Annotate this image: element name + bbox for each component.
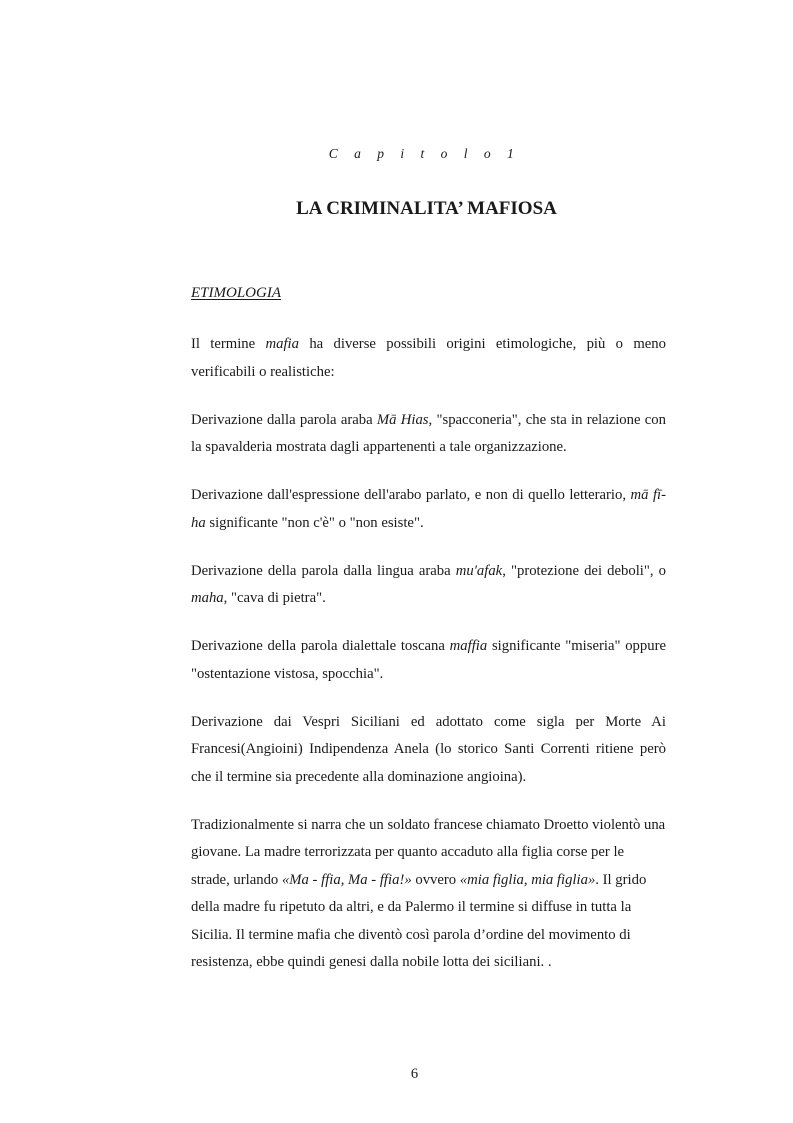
page-number: 6 bbox=[410, 1066, 419, 1082]
paragraph-derivation-vespri: Derivazione dai Vespri Siciliani ed adottato come sigla per Morte Ai Francesi(Angioini) Indipendenza Anela (lo storico Santi Correnti ritiene però che il termine sia precedente alla dominazione angioina). bbox=[191, 713, 666, 785]
paragraph-derivation-muafak: Derivazione della parola dalla lingua araba mu'afak, "protezione dei deboli", o maha, "cava di pietra". bbox=[191, 562, 666, 606]
paragraph-derivation-ma-hias: Derivazione dalla parola araba Mā Hias, "spacconeria", che sta in relazione con la spavalderia mostrata dagli appartenenti a tale organizzazione. bbox=[191, 411, 666, 455]
body-text bbox=[191, 285, 666, 997]
chapter-title: LA CRIMINALITA’ MAFIOSA bbox=[296, 198, 557, 219]
paragraph-tradition: Tradizionalmente si narra che un soldato francese chiamato Droetto violentò una giovane. La madre terrorizzata per quanto accaduto alla figlia corse per le strade, urlando «Ma - ffia, Ma - ffia!» ovvero «mia figlia, mia figlia». Il grido della madre fu ripetuto da altri, e da Palermo il termine si diffuse in tutta la Sicilia. Il termine mafia che diventò così parola d’ordine del movimento di resistenza, ebbe quindi genesi dalla nobile lotta dei siciliani. . bbox=[191, 816, 666, 970]
paragraph-intro: Il termine mafia ha diverse possibili origini etimologiche, più o meno verificabili o realistiche: bbox=[191, 336, 666, 380]
paragraph-derivation-ma-fiha: Derivazione dall'espressione dell'arabo parlato, e non di quello letterario, mā fī-ha significante "non c'è" o "non esiste". bbox=[191, 487, 666, 531]
section-heading: ETIMOLOGIA bbox=[191, 285, 281, 301]
chapter-label: C a p i t o l o 1 bbox=[328, 146, 521, 161]
paragraph-derivation-maffia: Derivazione della parola dialettale toscana maffia significante "miseria" oppure "ostentazione vistosa, spocchia". bbox=[191, 638, 666, 682]
